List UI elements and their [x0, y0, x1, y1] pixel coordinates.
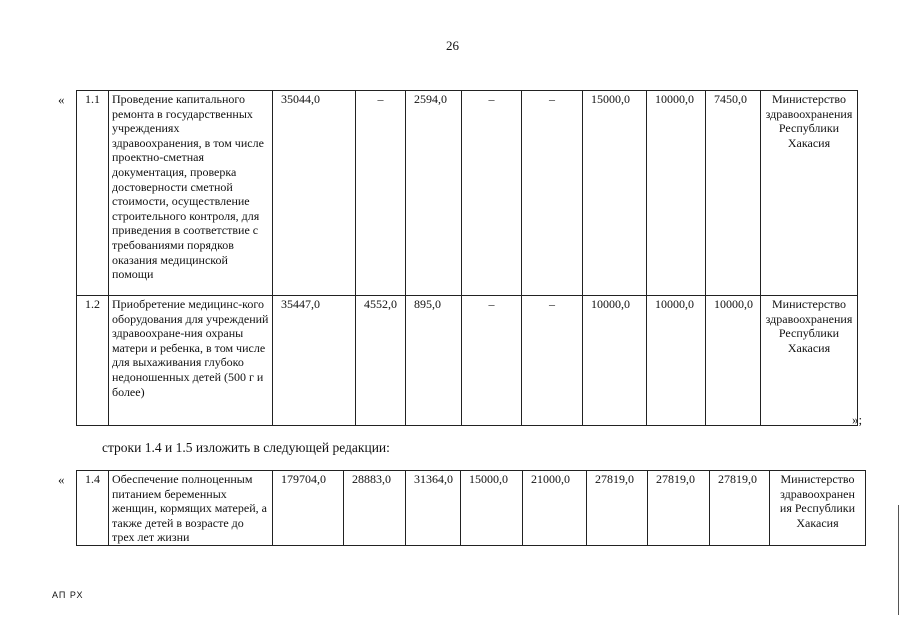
table-row-1-4 [77, 471, 866, 546]
row-value-total: 179704,0 [273, 471, 344, 546]
row-value: – [356, 91, 406, 296]
row-description: Обеспечение полноценным питанием беременных женщин, кормящих матерей, а также детей в возрасте до трех лет жизни [109, 471, 273, 546]
row-value: – [462, 91, 522, 296]
row-code: 1.4 [77, 471, 109, 546]
row-value: – [522, 296, 583, 426]
row-value: 28883,0 [344, 471, 406, 546]
row-value: – [462, 296, 522, 426]
open-quote-table2: « [58, 472, 65, 487]
row-value: 4552,0 [356, 296, 406, 426]
row-value: – [522, 91, 583, 296]
row-value-total: 35044,0 [273, 91, 356, 296]
table-programs-2 [76, 470, 866, 546]
scan-edge-line [898, 505, 899, 615]
row-value: 10000,0 [706, 296, 761, 426]
row-value: 15000,0 [461, 471, 523, 546]
row-value: 10000,0 [647, 91, 706, 296]
row-value: 10000,0 [647, 296, 706, 426]
row-value: 15000,0 [583, 91, 647, 296]
row-value: 7450,0 [706, 91, 761, 296]
amendment-text: строки 1.4 и 1.5 изложить в следующей редакции: [102, 440, 390, 455]
row-value-total: 35447,0 [273, 296, 356, 426]
row-value: 27819,0 [648, 471, 710, 546]
row-value: 2594,0 [406, 91, 462, 296]
row-value: 10000,0 [583, 296, 647, 426]
row-description: Проведение капитального ремонта в государственных учреждениях здравоохранения, в том числе проектно-сметная документация, проверка достоверности сметной стоимости, осуществление строительного контроля, для приведения в соответствие с требованиями порядков оказания медицинской помощи [109, 91, 273, 296]
row-executor: Министерство здравоохранения Республики Хакасия [761, 296, 858, 426]
table-row-1-2 [77, 296, 858, 426]
row-value: 27819,0 [587, 471, 648, 546]
row-description: Приобретение медицинс-кого оборудования для учреждений здравоохране-ния охраны матери и ребенка, в том числе для выхаживания глубоко недоношенных детей (500 г и более) [109, 296, 273, 426]
row-value: 895,0 [406, 296, 462, 426]
row-code: 1.2 [77, 296, 109, 426]
close-quote: »; [852, 412, 863, 427]
page-number: 26 [446, 38, 459, 53]
row-executor: Министерство здравоохранен ия Республики Хакасия [770, 471, 866, 546]
row-executor: Министерство здравоохранения Республики Хакасия [761, 91, 858, 296]
row-value: 31364,0 [406, 471, 461, 546]
footer-stamp: АП РХ [52, 590, 84, 600]
row-value: 21000,0 [523, 471, 587, 546]
table-row-1-1 [77, 91, 858, 296]
table-programs-1 [76, 90, 858, 426]
row-value: 27819,0 [710, 471, 770, 546]
row-code: 1.1 [77, 91, 109, 296]
open-quote-table1: « [58, 92, 65, 107]
